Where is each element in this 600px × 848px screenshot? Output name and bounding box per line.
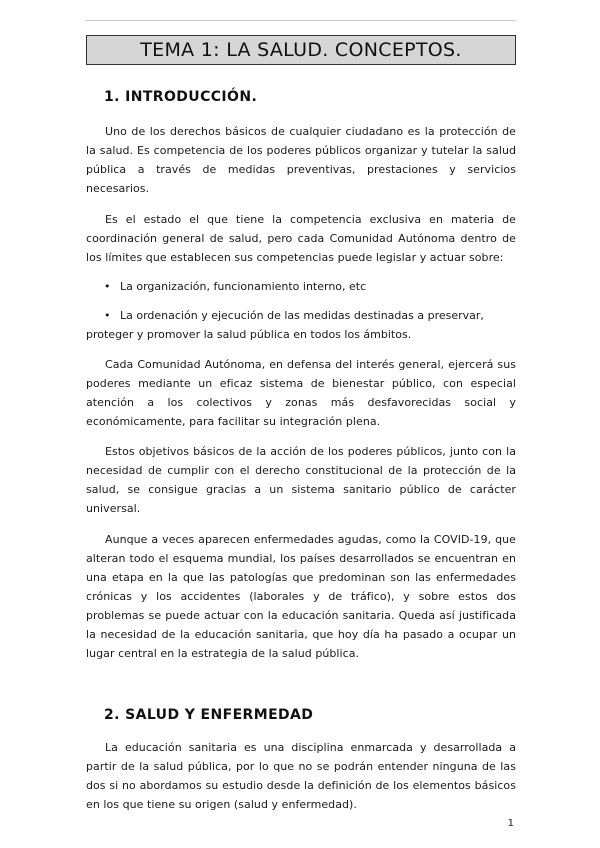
header-rule xyxy=(86,20,516,21)
bullet-marker: • xyxy=(104,280,111,293)
list-item xyxy=(104,277,516,296)
page-title: TEMA 1: LA SALUD. CONCEPTOS. xyxy=(86,35,516,65)
section-heading-salud-enfermedad: 2. SALUD Y ENFERMEDAD xyxy=(104,707,314,723)
paragraph: Cada Comunidad Autónoma, en defensa del interés general, ejercerá sus poderes mediante un eficaz sistema de bienestar público, con especial atención a los colectivos y zonas más desfavorecidas social y económicamente, para facilitar su integración plena. xyxy=(86,358,516,428)
list-item xyxy=(104,306,516,325)
list-item-text: La ordenación y ejecución de las medidas destinadas a preservar, xyxy=(120,309,484,322)
list-item-text: La organización, funcionamiento interno, etc xyxy=(120,280,367,293)
section-heading-introduccion: 1. INTRODUCCIÓN. xyxy=(104,89,258,105)
paragraph: Es el estado el que tiene la competencia exclusiva en materia de coordinación general de salud, pero cada Comunidad Autónoma dentro de los límites que establecen sus competencias puede legislar y actuar sobre: xyxy=(86,213,516,264)
bullet-marker: • xyxy=(104,309,111,322)
paragraph: Aunque a veces aparecen enfermedades agudas, como la COVID-19, que alteran todo el esquema mundial, los países desarrollados se encuentran en una etapa en la que las patologías que predominan son las enfermedades crónicas y los accidentes (laborales y de tráfico), y sobre estos dos problemas se puede actuar con la educación sanitaria. Queda así justificada la necesidad de la educación sanitaria, que hoy día ha pasado a ocupar un lugar central en la estrategia de la salud pública. xyxy=(86,533,516,660)
list-item-continuation: proteger y promover la salud pública en todos los ámbitos. xyxy=(86,328,412,341)
paragraph: La educación sanitaria es una disciplina enmarcada y desarrollada a partir de la salud pública, por lo que no se podrán entender ninguna de las dos si no abordamos su estudio desde la definición de los elementos básicos en los que tiene su origen (salud y enfermedad). xyxy=(86,741,516,811)
paragraph: Uno de los derechos básicos de cualquier ciudadano es la protección de la salud. Es competencia de los poderes públicos organizar y tutelar la salud pública a través de medidas preventivas, prestaciones y servicios necesarios. xyxy=(86,125,516,195)
paragraph: Estos objetivos básicos de la acción de los poderes públicos, junto con la necesidad de cumplir con el derecho constitucional de la protección de la salud, se consigue gracias a un sistema sanitario público de carácter universal. xyxy=(86,445,516,515)
page-number: 1 xyxy=(507,818,514,829)
